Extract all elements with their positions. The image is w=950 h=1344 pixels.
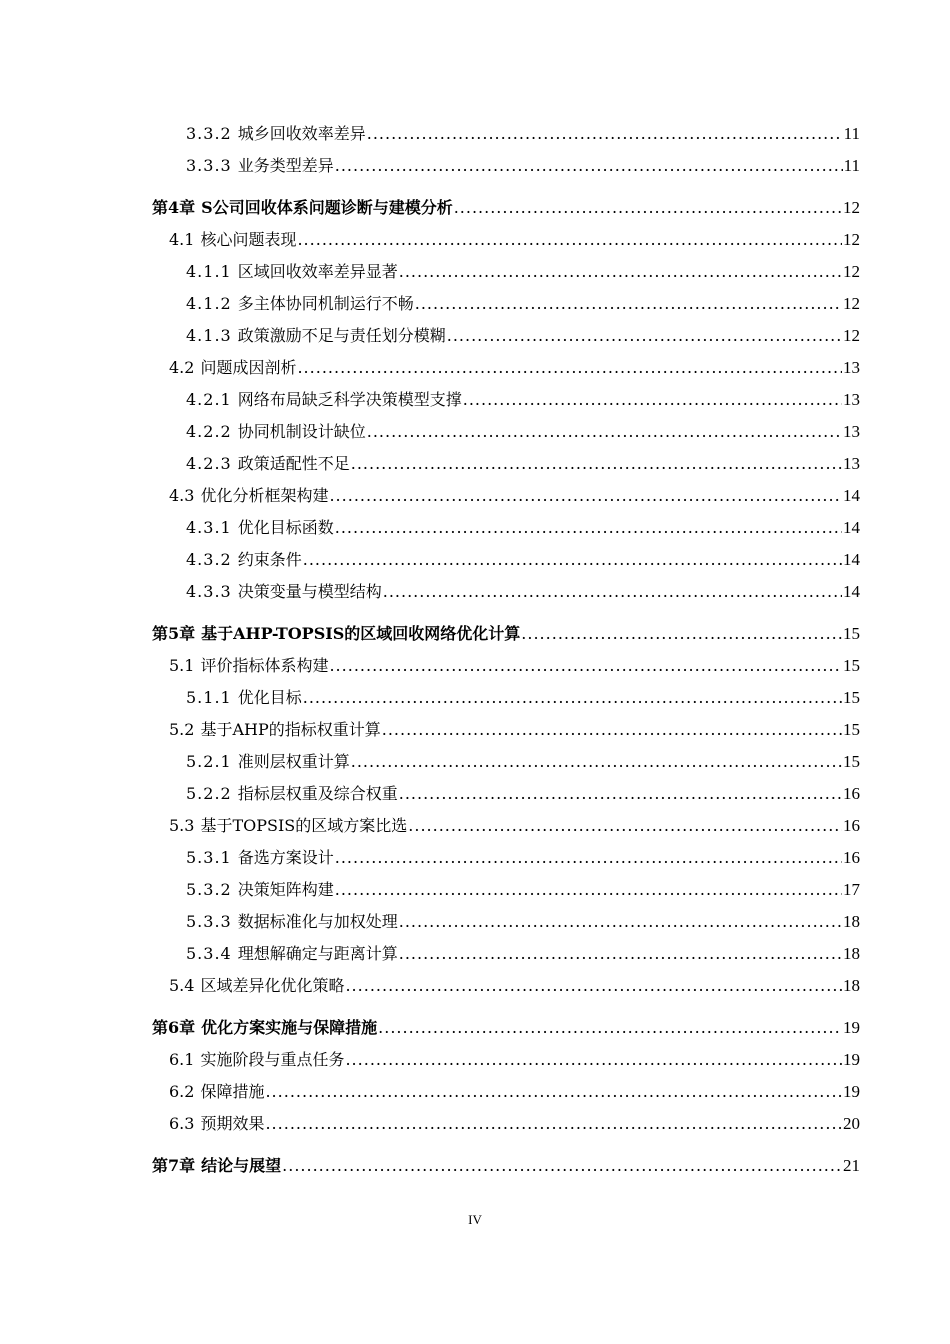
dot-leader (463, 384, 842, 416)
toc-entry-level-2[interactable] (152, 650, 860, 682)
toc-entry-number: 第5章 (152, 624, 196, 643)
toc-entry-title: 保障措施 (200, 1082, 265, 1101)
dot-leader (297, 352, 842, 384)
toc-entry-title: 优化目标 (237, 688, 302, 707)
dot-leader (303, 682, 842, 714)
toc-entry-title: 区域回收效率差异显著 (237, 262, 398, 281)
toc-entry-level-3[interactable] (152, 288, 860, 320)
toc-entry-number: 5.3.4 (186, 944, 232, 963)
dot-leader (383, 576, 842, 608)
toc-entry-level-3[interactable] (152, 448, 860, 480)
toc-entry-number: 4.1.2 (186, 294, 232, 313)
toc-entry-number: 6.2 (169, 1082, 195, 1101)
toc-entry-level-1[interactable] (152, 192, 860, 224)
toc-entry-title: 备选方案设计 (237, 848, 334, 867)
toc-entry-title: 核心问题表现 (200, 230, 297, 249)
toc-entry-level-3[interactable] (152, 512, 860, 544)
dot-leader (345, 1044, 842, 1076)
toc-entry-page: 16 (843, 784, 860, 803)
dot-leader (329, 650, 842, 682)
toc-entry-page: 14 (843, 486, 860, 505)
dot-leader (399, 938, 842, 970)
toc-entry-title: 实施阶段与重点任务 (200, 1050, 345, 1069)
dot-leader (351, 746, 842, 778)
toc-entry-page: 14 (843, 518, 860, 537)
toc-entry-level-2[interactable] (152, 1108, 860, 1140)
toc-entry-level-3[interactable] (152, 906, 860, 938)
toc-entry-level-3[interactable] (152, 384, 860, 416)
toc-entry-title: 区域差异化优化策略 (200, 976, 345, 995)
toc-entry-page: 12 (843, 326, 860, 345)
toc-entry-page: 15 (843, 752, 860, 771)
toc-entry-number: 4.2.3 (186, 454, 232, 473)
dot-leader (335, 512, 842, 544)
toc-entry-page: 12 (843, 262, 860, 281)
dot-leader (447, 320, 842, 352)
toc-entry-page: 13 (843, 390, 860, 409)
toc-entry-number: 5.3 (169, 816, 195, 835)
toc-entry-title: 优化方案实施与保障措施 (201, 1018, 378, 1037)
toc-entry-number: 3.3.3 (186, 156, 232, 175)
toc-entry-title: 优化分析框架构建 (200, 486, 329, 505)
toc-entry-title: 指标层权重及综合权重 (237, 784, 398, 803)
toc-entry-number: 4.3 (169, 486, 195, 505)
toc-entry-level-2[interactable] (152, 810, 860, 842)
toc-entry-title: 决策矩阵构建 (237, 880, 334, 899)
toc-entry-title: 政策激励不足与责任划分模糊 (237, 326, 446, 345)
toc-entry-page: 12 (843, 198, 860, 217)
toc-entry-title: 决策变量与模型结构 (237, 582, 382, 601)
toc-entry-number: 第7章 (152, 1156, 196, 1175)
dot-leader (521, 618, 842, 650)
dot-leader (399, 256, 842, 288)
toc-entry-number: 3.3.2 (186, 124, 232, 143)
dot-leader (415, 288, 842, 320)
dot-leader (265, 1108, 842, 1140)
toc-entry-page: 18 (843, 944, 860, 963)
toc-entry-page: 17 (843, 880, 860, 899)
toc-entry-page: 14 (843, 550, 860, 569)
dot-leader (297, 224, 842, 256)
toc-entry-title: 准则层权重计算 (237, 752, 350, 771)
dot-leader (454, 192, 842, 224)
toc-entry-title: 多主体协同机制运行不畅 (237, 294, 414, 313)
toc-entry-level-2[interactable] (152, 1076, 860, 1108)
toc-entry-page: 13 (843, 454, 860, 473)
toc-entry-title: 问题成因剖析 (200, 358, 297, 377)
toc-entry-title: 预期效果 (200, 1114, 265, 1133)
toc-entry-level-3[interactable] (152, 938, 860, 970)
dot-leader (265, 1076, 842, 1108)
dot-leader (367, 416, 842, 448)
toc-entry-title: 结论与展望 (201, 1156, 282, 1175)
toc-entry-title: 网络布局缺乏科学决策模型支撑 (237, 390, 462, 409)
dot-leader (367, 118, 843, 150)
toc-entry-number: 5.4 (169, 976, 195, 995)
toc-entry-number: 4.1 (169, 230, 195, 249)
toc-entry-level-2[interactable] (152, 1044, 860, 1076)
toc-entry-number: 4.3.1 (186, 518, 232, 537)
toc-entry-title: 基于TOPSIS的区域方案比选 (200, 816, 408, 835)
toc-entry-page: 14 (843, 582, 860, 601)
dot-leader (335, 874, 842, 906)
toc-entry-level-2[interactable] (152, 970, 860, 1002)
toc-entry-number: 5.3.3 (186, 912, 232, 931)
toc-entry-number: 5.1 (169, 656, 195, 675)
toc-entry-page: 19 (843, 1018, 860, 1037)
toc-entry-level-1[interactable] (152, 618, 860, 650)
toc-entry-page: 16 (843, 848, 860, 867)
toc-entry-title: 业务类型差异 (237, 156, 334, 175)
toc-entry-level-3[interactable] (152, 746, 860, 778)
toc-entry-level-3[interactable] (152, 842, 860, 874)
dot-leader (335, 842, 842, 874)
toc-entry-page: 15 (843, 656, 860, 675)
toc-entry-title: 政策适配性不足 (237, 454, 350, 473)
toc-entry-level-3[interactable] (152, 874, 860, 906)
toc-entry-number: 5.3.1 (186, 848, 232, 867)
dot-leader (399, 778, 842, 810)
toc-entry-level-3[interactable] (152, 320, 860, 352)
toc-entry-number: 4.1.3 (186, 326, 232, 345)
toc-entry-level-2[interactable] (152, 480, 860, 512)
dot-leader (335, 150, 843, 182)
toc-entry-number: 4.3.3 (186, 582, 232, 601)
toc-entry-number: 第4章 (152, 198, 196, 217)
toc-entry-number: 第6章 (152, 1018, 196, 1037)
toc-entry-page: 15 (843, 624, 860, 643)
dot-leader (303, 544, 842, 576)
dot-leader (378, 1012, 842, 1044)
dot-leader (382, 714, 842, 746)
dot-leader (329, 480, 842, 512)
toc-entry-level-3[interactable] (152, 576, 860, 608)
toc-entry-title: 基于AHP-TOPSIS的区域回收网络优化计算 (201, 624, 521, 643)
toc-entry-number: 4.2.2 (186, 422, 232, 441)
toc-entry-title: 评价指标体系构建 (200, 656, 329, 675)
toc-entry-number: 5.2 (169, 720, 195, 739)
toc-entry-page: 12 (843, 230, 860, 249)
toc-entry-title: S公司回收体系问题诊断与建模分析 (201, 198, 453, 217)
toc-entry-number: 5.3.2 (186, 880, 232, 899)
toc-entry-level-1[interactable] (152, 1150, 860, 1182)
toc-entry-page: 13 (843, 358, 860, 377)
toc-entry-number: 5.2.1 (186, 752, 232, 771)
toc-entry-title: 基于AHP的指标权重计算 (200, 720, 381, 739)
dot-leader (408, 810, 842, 842)
toc-entry-title: 约束条件 (237, 550, 302, 569)
toc-entry-page: 20 (843, 1114, 860, 1133)
dot-leader (351, 448, 842, 480)
toc-entry-number: 4.2 (169, 358, 195, 377)
toc-entry-page: 21 (843, 1156, 860, 1175)
toc-entry-title: 数据标准化与加权处理 (237, 912, 398, 931)
toc-entry-level-3[interactable] (152, 682, 860, 714)
page-number-footer: IV (468, 1212, 482, 1227)
toc-entry-level-3[interactable] (152, 150, 860, 182)
toc-entry-page: 13 (843, 422, 860, 441)
toc-entry-level-2[interactable] (152, 352, 860, 384)
toc-entry-title: 优化目标函数 (237, 518, 334, 537)
toc-entry-page: 16 (843, 816, 860, 835)
toc-entry-page: 18 (843, 912, 860, 931)
toc-entry-number: 4.3.2 (186, 550, 232, 569)
toc-entry-page: 11 (843, 156, 860, 175)
toc-entry-page: 12 (843, 294, 860, 313)
toc-entry-level-3[interactable] (152, 118, 860, 150)
toc-entry-level-2[interactable] (152, 714, 860, 746)
table-of-contents (152, 118, 860, 1182)
toc-entry-page: 15 (843, 688, 860, 707)
toc-entry-level-3[interactable] (152, 544, 860, 576)
dot-leader (282, 1150, 842, 1182)
dot-leader (345, 970, 842, 1002)
toc-entry-page: 15 (843, 720, 860, 739)
toc-entry-number: 6.1 (169, 1050, 195, 1069)
dot-leader (399, 906, 842, 938)
toc-entry-number: 5.1.1 (186, 688, 232, 707)
toc-entry-number: 6.3 (169, 1114, 195, 1133)
toc-entry-title: 协同机制设计缺位 (237, 422, 366, 441)
toc-entry-number: 5.2.2 (186, 784, 232, 803)
toc-entry-title: 理想解确定与距离计算 (237, 944, 398, 963)
toc-entry-level-1[interactable] (152, 1012, 860, 1044)
toc-entry-level-3[interactable] (152, 416, 860, 448)
toc-entry-title: 城乡回收效率差异 (237, 124, 366, 143)
toc-entry-page: 11 (843, 124, 860, 143)
toc-entry-number: 4.2.1 (186, 390, 232, 409)
toc-entry-level-3[interactable] (152, 778, 860, 810)
toc-entry-page: 18 (843, 976, 860, 995)
toc-entry-page: 19 (843, 1050, 860, 1069)
toc-entry-level-3[interactable] (152, 256, 860, 288)
toc-entry-level-2[interactable] (152, 224, 860, 256)
toc-entry-page: 19 (843, 1082, 860, 1101)
toc-entry-number: 4.1.1 (186, 262, 232, 281)
